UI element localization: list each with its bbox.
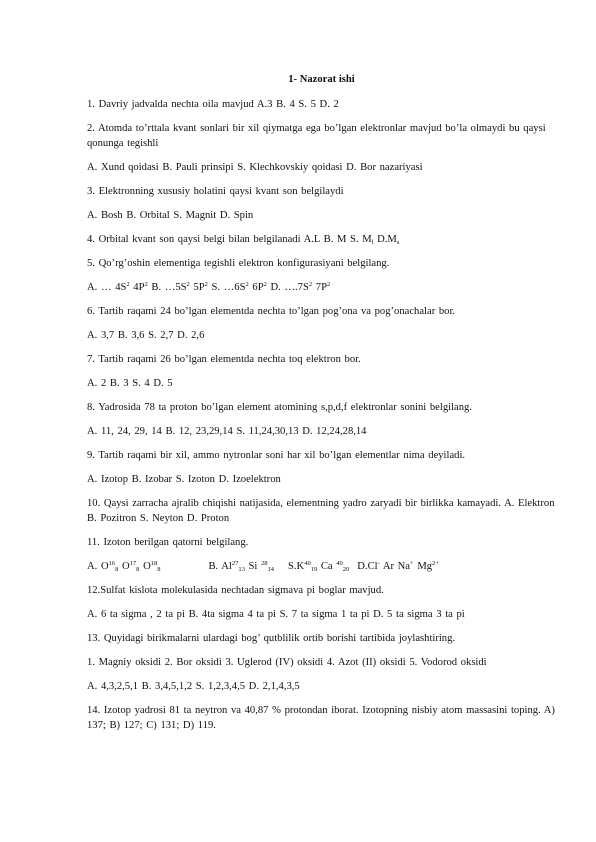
option-a: A. … 4S xyxy=(87,282,127,293)
subscript: 8 xyxy=(115,566,119,573)
question-4-text: 4. Orbital kvant son qaysi belgi bilan belgilanadi A.L B. M S. M xyxy=(87,234,372,245)
question-13: 13. Quyidagi birikmalarni ulardagi bog’ qutblilik ortib borishi tartibida joylashtiring. xyxy=(87,633,456,644)
option-b: B. …5S xyxy=(147,282,187,293)
subscript: s xyxy=(396,239,400,246)
question-1: 1. Davriy jadvalda nechta oila mavjud A.3 B. 4 S. 5 D. 2 xyxy=(87,99,339,110)
superscript: 2 xyxy=(326,281,331,288)
question-7: 7. Tartib raqami 26 bo’lgan elementda nechta toq elektron bor. xyxy=(87,354,361,365)
subscript: 8 xyxy=(136,566,140,573)
option-a-part: O xyxy=(139,561,151,572)
option-b: B. Al xyxy=(208,561,232,572)
superscript: 2 xyxy=(308,281,313,288)
question-6-options: A. 3,7 B. 3,6 S. 2,7 D. 2,6 xyxy=(87,330,205,341)
option-s: S.K xyxy=(288,561,305,572)
superscript: 2 xyxy=(263,281,267,288)
option-b-part: Si xyxy=(244,561,261,572)
superscript: 2 xyxy=(186,281,190,288)
question-13-list: 1. Magniy oksidi 2. Bor oksidi 3. Uglerod (IV) oksidi 4. Azot (II) oksidi 5. Vodorod oksidi xyxy=(87,657,487,668)
question-9-options: A. Izotop B. Izobar S. Izoton D. Izoelektron xyxy=(87,474,281,485)
superscript: 28 xyxy=(261,560,268,567)
superscript: 2+ xyxy=(432,560,439,567)
question-11-options xyxy=(87,559,556,574)
question-5-options xyxy=(87,280,556,295)
option-a-part: O xyxy=(118,561,130,572)
option-d-part: 7P xyxy=(312,282,327,293)
subscript: 8 xyxy=(157,566,161,573)
question-13-options: A. 4,3,2,5,1 B. 3,4,5,1,2 S. 1,2,3,4,5 D. 2,1,4,3,5 xyxy=(87,681,300,692)
option-d: D. ….7S xyxy=(266,282,309,293)
option-a: A. O xyxy=(87,561,109,572)
question-5: 5. Qo’rg’oshin elementiga tegishli elektron konfigurasiyani belgilang. xyxy=(87,258,390,269)
superscript: 17 xyxy=(129,560,137,567)
option-d: D.Cl xyxy=(357,561,378,572)
page-title: 1- Nazorat ishi xyxy=(288,74,355,85)
superscript: 2 xyxy=(204,281,208,288)
subscript: l xyxy=(371,239,374,246)
question-11: 11. Izoton berilgan qatorni belgilang. xyxy=(87,537,249,548)
superscript: 16 xyxy=(108,560,116,567)
option-s-part: 6P xyxy=(248,282,264,293)
option-d-part: Ar Na xyxy=(379,561,411,572)
option-d-part: Mg xyxy=(413,561,433,572)
subscript: 13 xyxy=(238,566,245,573)
question-2: 2. Atomda to’rttala kvant sonlari bir xil qiymatga ega bo’lgan elektronlar mavjud bo’la olmaydi bu qaysi qonunga tegishli xyxy=(87,123,546,149)
question-10: 10. Qaysi zarracha ajralib chiqishi natijasida, elementning yadro zaryadi bir birlikka kamayadi. A. Elektron B. Pozitron S. Neyton D. Proton xyxy=(87,498,555,524)
question-6: 6. Tartib raqami 24 bo’lgan elementda nechta to’lgan pog’ona va pog’onachalar bor. xyxy=(87,306,456,317)
superscript: - xyxy=(377,560,380,567)
superscript: + xyxy=(410,560,414,567)
question-8-options: A. 11, 24, 29, 14 B. 12, 23,29,14 S. 11,24,30,13 D. 12,24,28,14 xyxy=(87,426,367,437)
question-3: 3. Elektronning xususiy holatini qaysi kvant son belgilaydi xyxy=(87,186,344,197)
superscript: 2 xyxy=(245,281,249,288)
subscript: 20 xyxy=(342,566,350,573)
subscript: 14 xyxy=(267,566,274,573)
option-s-part: Ca xyxy=(317,561,337,572)
question-12-options: A. 6 ta sigma , 2 ta pi B. 4ta sigma 4 ta pi S. 7 ta sigma 1 ta pi D. 5 ta sigma 3 ta pi xyxy=(87,609,465,620)
question-4 xyxy=(87,232,556,247)
question-3-options: A. Bosh B. Orbital S. Magnit D. Spin xyxy=(87,210,254,221)
question-4-text-end: D.M xyxy=(373,234,397,245)
question-12: 12.Sulfat kislota molekulasida nechtadan sigmava pi boglar mavjud. xyxy=(87,585,384,596)
superscript: 2 xyxy=(126,281,130,288)
option-a-part: 4P xyxy=(129,282,145,293)
option-s: S. …6S xyxy=(207,282,246,293)
superscript: 40 xyxy=(336,560,343,567)
question-8: 8. Yadrosida 78 ta proton bo’lgan element atomining s,p,d,f elektronlar sonini belgilang. xyxy=(87,402,472,413)
subscript: 19 xyxy=(310,566,318,573)
question-7-options: A. 2 B. 3 S. 4 D. 5 xyxy=(87,378,173,389)
option-b-part: 5P xyxy=(189,282,205,293)
superscript: 2 xyxy=(144,281,148,288)
superscript: 18 xyxy=(150,560,158,567)
superscript: 40 xyxy=(304,560,311,567)
question-14: 14. Izotop yadrosi 81 ta neytron va 40,87 % protondan iborat. Izotopning nisbiy atom massasini toping. A) 137; B) 127; C) 131; D) 119. xyxy=(87,705,555,731)
superscript: 27 xyxy=(231,560,239,567)
question-9: 9. Tartib raqami bir xil, ammo nytronlar soni har xil bo’lgan elementlar nima deyiladi. xyxy=(87,450,466,461)
question-2-options: A. Xund qoidasi B. Pauli prinsipi S. Klechkovskiy qoidasi D. Bor nazariyasi xyxy=(87,162,423,173)
